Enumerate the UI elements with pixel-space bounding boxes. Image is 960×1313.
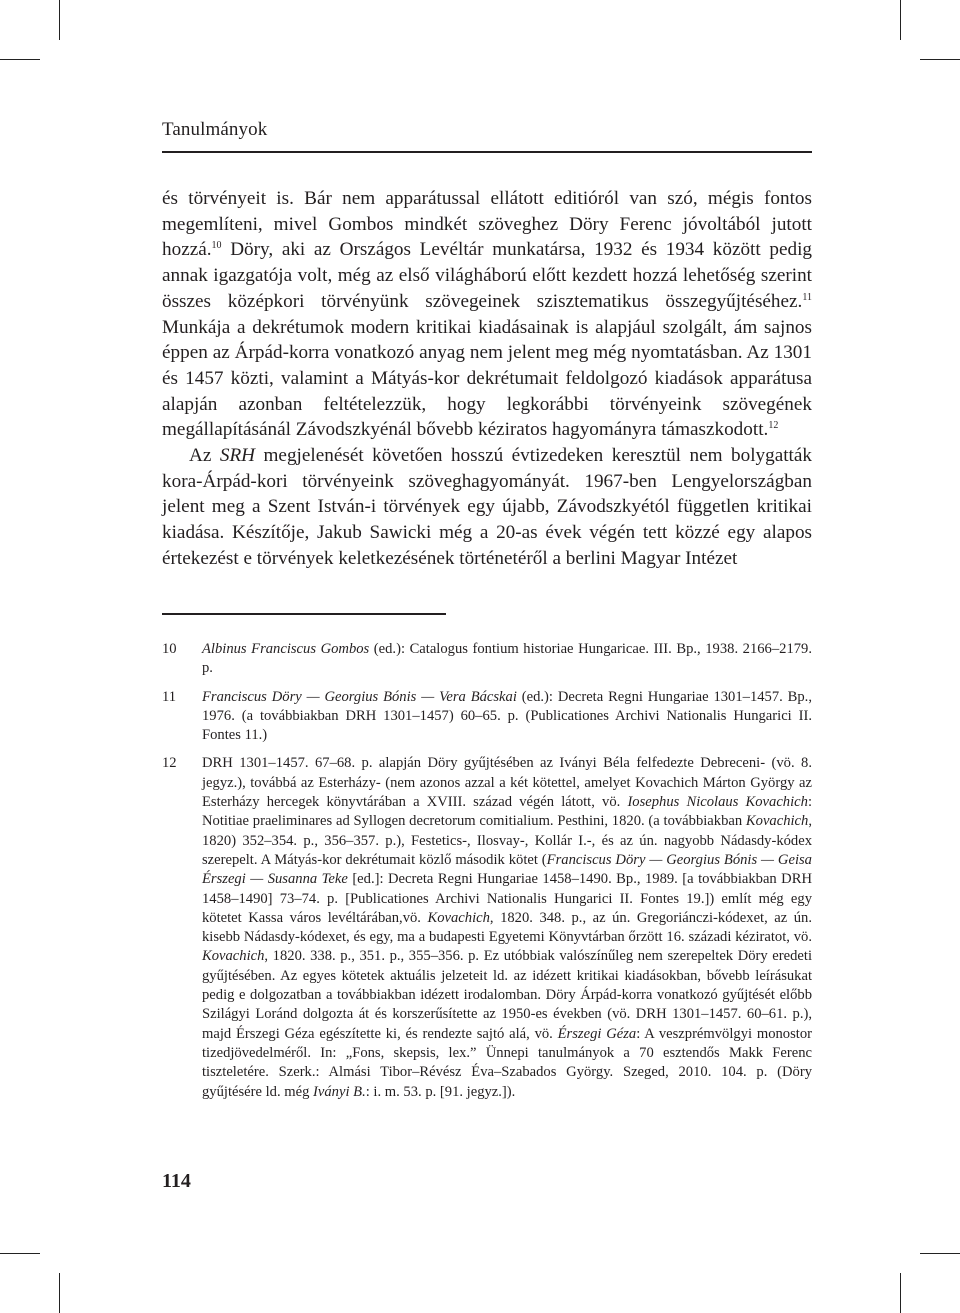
page-number: 114 xyxy=(162,1170,191,1192)
footnote xyxy=(162,688,812,746)
text-run: Munkája a dekrétumok modern kritikai kiadásainak is alapjául szolgált, ám sajnos éppen az Árpád-korra vonatkozó anyag nem jelent meg még nyomtatásban. Az 1301 és 1457 közti, valamint a Mátyás-kor dekrétumait feldolgozó kiadások apparátusa alapján azonban feltételezzük, hogy legkorábbi törvényeink szövegének megállapításánál Závodszkyénál bővebb kéziratos hagyományra támaszkodott. xyxy=(162,316,812,441)
footnote-italic: Érszegi Géza xyxy=(557,1025,637,1042)
crop-mark xyxy=(0,1253,40,1254)
header-rule xyxy=(162,151,812,153)
text-run: megjelenését követően hosszú évtizedeken keresztül nem bolygatták kora-Árpád-kori törvényeink szöveghagyományát. 1967-ben Lengyelországban jelent meg a Szent István-i törvények egy újabb, Závodszkyétól független kritikai kiadása. Készítője, Jakub Sawicki még a 20-as évek végén tett közzé egy alapos értekezést e törvények keletkezésének történetéről a berlini Magyar Intézet xyxy=(162,445,813,569)
footnote-italic: Kovachich xyxy=(745,813,809,830)
footnote-text: , 1820. 338. p., 351. p., 355–356. p. Ez utóbbiak valószínűleg nem szerepeltek Döry eredeti gyűjtésében. Az egyes kötetek aktuális jelzeteit ld. az idézett kritikai kiadásokban, bővebb leírásukat pedig e dolgozatban a továbbiakban idézett irodalomban. Döry Árpád-korra vonatkozó gyűjtését előbb Szilágyi Loránd dolgozta át és korszerűsítette az 1950-es években (vö. DRH 1301–1457. 60–61. p.), majd Érszegi Géza egészítette ki, és rendezte sajtó alá, vö. xyxy=(202,948,812,1042)
footnote-text: : i. m. 53. p. [91. jegyz.]). xyxy=(365,1083,516,1100)
crop-mark xyxy=(900,1273,901,1313)
text-run: Döry, aki az Országos Levéltár munkatársa, 1932 és 1934 között pedig annak igazgatója volt, még az első világháború előtt kezdett hozzá lehetőség szerint összes középkori törvényünk szövegeinek szisztematikus összegyűjtéséhez. xyxy=(162,239,812,312)
crop-mark xyxy=(59,0,60,40)
footnote-text: , 1820) 352–354. p., 356–357. p.), Festetics-, Ilosvay-, Kollár I.-, és az ún. nagyobb Nádasdy-kódex szerepelt. A Mátyás-kor dekrétumait közlő második kötet ( xyxy=(202,813,812,868)
body-text xyxy=(162,186,812,572)
footnote-number: 11 xyxy=(162,688,177,705)
running-head: Tanulmányok xyxy=(162,119,268,140)
footnote-italic: Iványi B. xyxy=(313,1083,366,1100)
text-run: és törvényeit is. Bár nem apparátussal ellátott editióról van szó, mégis fontos megemlíteni, mivel Gombos mindkét szöveghez Döry Ferenc jóvoltából jutott hozzá. xyxy=(162,188,812,261)
footnotes xyxy=(162,640,812,1111)
footnote-text: : A veszprémvölgyi monostor tizedjövedelméről. In: „Fons, skepsis, lex.” Ünnepi tanulmányok a 70 esztendős Makk Ferenc tiszteletére. Szerk.: Almási Tibor–Révész Éva–Szabados György. Szeged, 2010. 104. p. (Döry gyűjtésére ld. még xyxy=(202,1025,812,1100)
footnote-italic: Iosephus Nicolaus Kovachich xyxy=(627,794,808,811)
footnote-text: : Notitiae praeliminares ad Syllogen decretorum comitialium. Pesthini, 1820. (a továbbiakban xyxy=(202,794,812,830)
paragraph xyxy=(162,443,812,572)
footnote-text: DRH 1301–1457. 67–68. p. alapján Döry gyűjtésében az Iványi Béla felfedezte Debreceni- (vö. 8. jegyz.), továbbá az Esterházy- (nem azonos azzal a két kötettel, amelyet Kovachich Márton György az Esterházy hercegek könyvtárában a XVIII. század végén látott, vö. xyxy=(202,755,812,811)
footnote-number: 12 xyxy=(162,755,177,772)
footnote-separator xyxy=(162,613,446,615)
crop-mark xyxy=(900,0,901,40)
footnote xyxy=(162,754,812,1101)
footnote-italic: Franciscus Döry — Georgius Bónis — Geisa Érszegi — Susanna Teke xyxy=(202,851,812,888)
crop-mark xyxy=(59,1273,60,1313)
footnote-text: (ed.): Decreta Regni Hungariae 1301–1457. Bp., 1976. (a továbbiakban DRH 1301–1457) 60–65. p. (Publicationes Archivi Nationalis Hungarici II. Fontes 11.) xyxy=(202,688,812,744)
text-run: Az xyxy=(189,445,220,467)
footnote-text: (ed.): Catalogus fontium historiae Hungaricae. III. Bp., 1938. 2166–2179. p. xyxy=(202,641,812,677)
italic-term: SRH xyxy=(219,445,256,467)
footnote-ref: 12 xyxy=(768,420,779,432)
footnote-number: 10 xyxy=(162,641,177,657)
crop-mark xyxy=(920,59,960,60)
footnote xyxy=(162,640,812,679)
footnote-italic: Albinus Franciscus Gombos xyxy=(202,641,370,657)
footnote-italic: Kovachich xyxy=(202,948,265,965)
footnote-ref: 10 xyxy=(211,240,222,252)
footnote-text: , 1820. 348. p., az ún. Gregoriánczi-kódexet, az ún. kisebb Nádasdy-kódexet, és egy, ma a budapesti Egyetemi Könyvtárban őrzött 16. századi kéziratot, vö. xyxy=(202,909,812,946)
footnote-italic: Kovachich xyxy=(427,909,490,926)
footnote-text: [ed.]: Decreta Regni Hungariae 1458–1490. Bp., 1989. [a továbbiakban DRH 1458–1490] 73–74. p. [Publicationes Archivi Nationalis Hungarici II. Fontes 19.]) említ még egy kötetet Kassa város levéltárában,vö. xyxy=(202,871,812,926)
paragraph xyxy=(162,186,812,443)
footnote-italic: Franciscus Döry — Georgius Bónis — Vera Bácskai xyxy=(202,688,517,705)
crop-mark xyxy=(0,59,40,60)
footnote-ref: 11 xyxy=(802,291,812,303)
crop-mark xyxy=(920,1253,960,1254)
